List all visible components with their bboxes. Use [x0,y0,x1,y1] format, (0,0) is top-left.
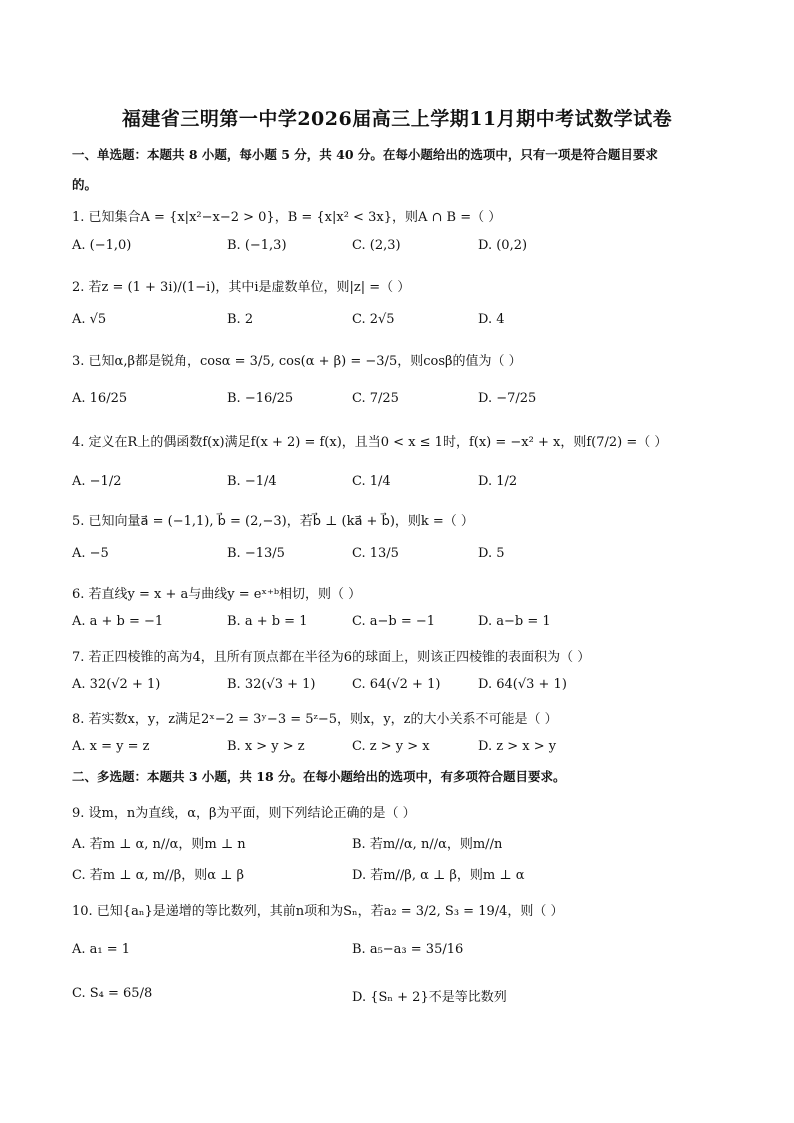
question-10-stem: 10. 已知{aₙ}是递增的等比数列，其前n项和为Sₙ，若a₂ = 3/2, S₃ = 19/4，则（ ） [72,904,564,919]
page-title: 福建省三明第一中学2026届高三上学期11月期中考试数学试卷 [121,108,673,130]
question-1-options [72,238,732,262]
question-9-option-c: C. 若m ⊥ α, m//β，则α ⊥ β [72,868,244,883]
question-7-option-b: B. 32(√3 + 1) [227,677,316,692]
question-7-option-d: D. 64(√3 + 1) [478,677,567,692]
question-1-option-c: C. (2,3) [352,238,401,253]
question-7-option-c: C. 64(√2 + 1) [352,677,441,692]
question-2-option-d: D. 4 [478,312,505,327]
section-2-instruction: 二、多选题：本题共 3 小题，共 18 分。在每小题给出的选项中，有多项符合题目要求。 [72,769,566,784]
question-8-stem: 8. 若实数x，y，z满足2ˣ−2 = 3ʸ−3 = 5ᶻ−5，则x，y，z的大小关系不可能是（ ） [72,712,558,727]
question-3-option-b: B. −16/25 [227,391,294,406]
question-9-stem: 9. 设m，n为直线，α，β为平面，则下列结论正确的是（ ） [72,806,416,821]
question-5-option-b: B. −13/5 [227,546,285,561]
question-3-option-d: D. −7/25 [478,391,537,406]
question-10-option-d: D. {Sₙ + 2}不是等比数列 [352,990,507,1005]
question-4-option-d: D. 1/2 [478,474,518,489]
question-1-option-d: D. (0,2) [478,238,528,253]
question-10-option-c: C. S₄ = 65/8 [72,986,153,1001]
section-1-instruction-line-2: 的。 [72,177,98,192]
question-10-options-row-1 [72,942,732,966]
question-2-option-b: B. 2 [227,312,254,327]
question-9-option-d: D. 若m//β, α ⊥ β，则m ⊥ α [352,868,525,883]
question-5-stem: 5. 已知向量a⃗ = (−1,1), b⃗ = (2,−3)，若b⃗ ⊥ (ka⃗ + b⃗)，则k =（ ） [72,514,474,529]
question-5-option-d: D. 5 [478,546,505,561]
question-2-options [72,312,732,336]
section-1-instruction-line-1: 一、单选题：本题共 8 小题，每小题 5 分，共 40 分。在每小题给出的选项中，只有一项是符合题目要求 [72,147,658,162]
question-6-option-d: D. a−b = 1 [478,614,551,629]
question-9-options-row-2 [72,864,732,888]
question-9-options-row-1 [72,833,732,857]
question-7-options [72,677,732,701]
question-10-option-a: A. a₁ = 1 [72,942,131,957]
question-8-option-a: A. x = y = z [72,739,150,754]
question-8-option-b: B. x > y > z [227,739,305,754]
question-6-option-b: B. a + b = 1 [227,614,308,629]
question-4-option-b: B. −1/4 [227,474,277,489]
question-5-option-a: A. −5 [72,546,109,561]
question-8-option-c: C. z > y > x [352,739,430,754]
question-2-stem: 2. 若z = (1 + 3i)/(1−i)，其中i是虚数单位，则|z| =（ ） [72,280,411,295]
question-2-option-a: A. √5 [72,312,107,327]
question-5-options [72,546,732,570]
question-6-stem: 6. 若直线y = x + a与曲线y = eˣ⁺ᵇ相切，则（ ） [72,587,362,602]
question-9-option-b: B. 若m//α, n//α，则m//n [352,837,503,852]
question-4-options [72,474,732,498]
question-5-option-c: C. 13/5 [352,546,399,561]
question-1-option-b: B. (−1,3) [227,238,287,253]
question-4-stem: 4. 定义在R上的偶函数f(x)满足f(x + 2) = f(x)，且当0 < x ≤ 1时，f(x) = −x² + x，则f(7/2) =（ ） [72,435,668,450]
question-9-option-a: A. 若m ⊥ α, n//α，则m ⊥ n [72,837,246,852]
question-1-option-a: A. (−1,0) [72,238,132,253]
question-8-options [72,739,732,763]
question-7-stem: 7. 若正四棱锥的高为4，且所有顶点都在半径为6的球面上，则该正四棱锥的表面积为（ ） [72,650,591,665]
question-4-option-c: C. 1/4 [352,474,391,489]
question-3-stem: 3. 已知α,β都是锐角，cosα = 3/5, cos(α + β) = −3/5，则cosβ的值为（ ） [72,354,522,369]
question-10-option-b: B. a₅−a₃ = 35/16 [352,942,464,957]
question-6-options [72,614,732,638]
question-1-stem: 1. 已知集合A = {x|x²−x−2 > 0}，B = {x|x² < 3x}，则A ∩ B =（ ） [72,210,502,225]
question-8-option-d: D. z > x > y [478,739,557,754]
question-10-options-row-2 [72,986,732,1010]
question-4-option-a: A. −1/2 [72,474,122,489]
question-3-option-c: C. 7/25 [352,391,399,406]
question-3-options [72,391,732,415]
question-3-option-a: A. 16/25 [72,391,128,406]
question-2-option-c: C. 2√5 [352,312,395,327]
question-6-option-a: A. a + b = −1 [72,614,164,629]
question-6-option-c: C. a−b = −1 [352,614,436,629]
question-7-option-a: A. 32(√2 + 1) [72,677,161,692]
